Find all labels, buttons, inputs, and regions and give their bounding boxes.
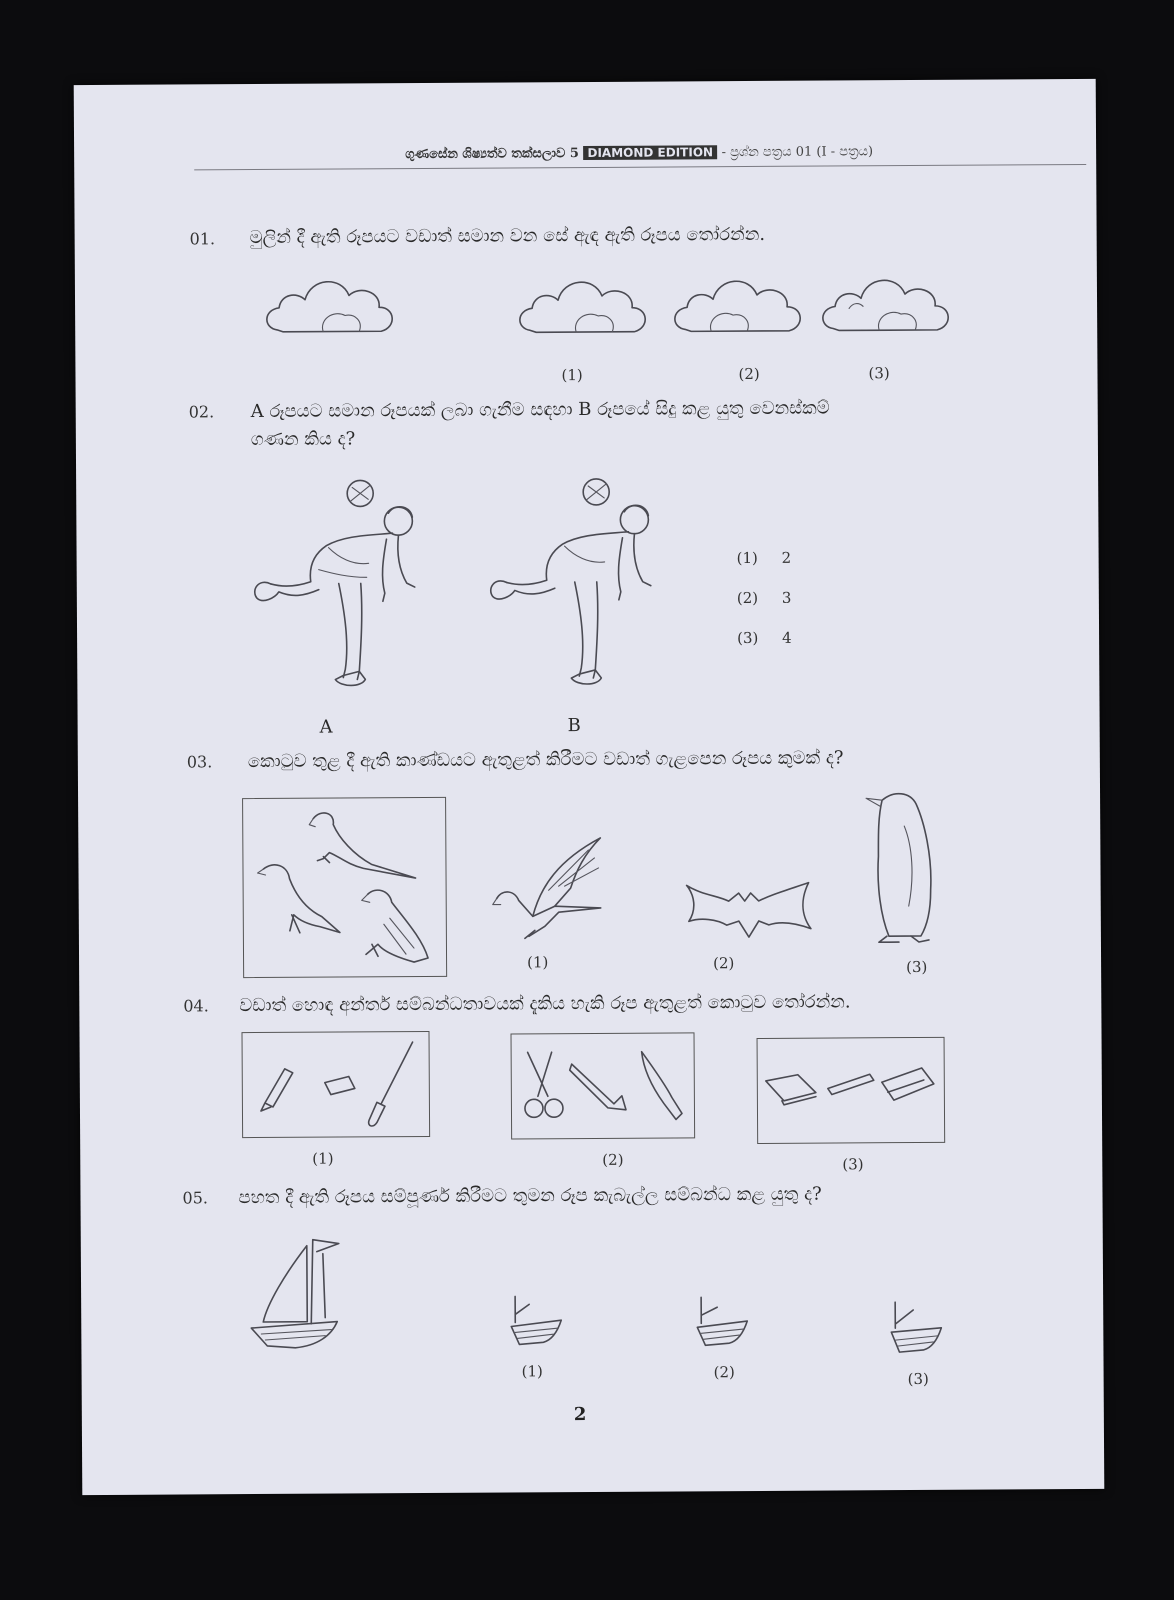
figure-b-label: B <box>567 715 581 737</box>
q1-option-2-label[interactable]: (2) <box>738 364 760 384</box>
q2-answer-3-label[interactable]: (3) <box>737 628 759 648</box>
q4-option-3-box[interactable] <box>757 1037 946 1144</box>
q2-answer-1-label[interactable]: (1) <box>736 548 758 568</box>
question-3-text: කොටුව තුළ දී ඇති කාණ්ඩයට ඇතුළත් කිරීමට වඩාත් ගැළපෙන රූපය කුමක් ද? <box>247 747 844 773</box>
question-1-text: මුලින් දී ඇති රූපයට වඩාත් සමාන වන සේ ඇඳ ඇති රූපය තෝරන්න. <box>249 223 766 249</box>
q2-answer-1-value: 2 <box>781 548 792 567</box>
paper-label: - ප්‍රශ්න පත්‍රය 01 (I - පත්‍රය) <box>721 144 874 161</box>
sailboat-incomplete-image <box>247 1233 348 1354</box>
pen-eraser-brush-image <box>242 1032 429 1137</box>
q3-option-2-label[interactable]: (2) <box>713 954 735 973</box>
page-header <box>194 143 1084 163</box>
q5-option-3-label[interactable]: (3) <box>907 1369 929 1389</box>
question-2-text-line-2: ගණන කිය ද? <box>250 428 356 451</box>
eagle-option-1-image <box>488 826 609 947</box>
header-divider <box>194 164 1086 170</box>
question-2-number: 02. <box>188 402 215 422</box>
edition-badge: DIAMOND EDITION <box>583 145 717 160</box>
cloud-option-3-image <box>819 268 959 349</box>
figure-a-label: A <box>319 716 333 738</box>
q5-option-2-label[interactable]: (2) <box>713 1363 735 1382</box>
q3-option-3-label[interactable]: (3) <box>906 957 928 977</box>
question-4-text: වඩාත් හොඳ අන්තර් සම්බන්ධතාවයක් දැකිය හැකි රූප ඇතුළත් කොටුව තෝරන්න. <box>239 991 851 1017</box>
boy-kicking-figure-a <box>248 473 439 714</box>
question-5-text: පහත දී ඇති රූපය සම්පූර්ණ කිරීමට තුමන රූප කැබැල්ල සම්බන්ධ කළ යුතු ද? <box>238 1183 822 1209</box>
exam-paper-sheet <box>74 79 1105 1495</box>
question-2-text-line-1: A රූපයට සමාන රූපයක් ලබා ගැනීම සඳහා B රූපයේ සිදු කළ යුතු වෙනස්කම් <box>250 397 830 423</box>
q4-option-1-box[interactable] <box>241 1031 430 1138</box>
q1-option-1-label[interactable]: (1) <box>561 366 583 385</box>
series-title: ගුණසේන ශිෂ්‍යත්ව තක්සලාව 5 <box>405 146 580 163</box>
cloud-option-1-image <box>516 270 656 351</box>
boat-piece-option-3-image <box>887 1298 947 1358</box>
q2-answer-2-label[interactable]: (2) <box>736 588 759 608</box>
boy-kicking-figure-b <box>484 471 675 712</box>
q2-answer-2-value: 3 <box>781 588 792 607</box>
question-4-number: 04. <box>183 996 209 1016</box>
q3-option-1-label[interactable]: (1) <box>527 953 549 972</box>
page-number: 2 <box>573 1404 587 1426</box>
q4-option-1-label[interactable]: (1) <box>312 1149 334 1168</box>
reference-cloud-image <box>263 269 403 350</box>
question-3-number: 03. <box>186 752 213 772</box>
q5-option-1-label[interactable]: (1) <box>521 1362 543 1381</box>
bird-group-image <box>243 798 446 977</box>
question-5-number: 05. <box>182 1188 209 1208</box>
bird-group-box <box>242 797 447 978</box>
scissors-saw-knife-image <box>512 1033 695 1138</box>
question-1-number: 01. <box>189 229 216 249</box>
book-ruler-pencilbox-image <box>758 1038 945 1143</box>
boat-piece-option-2-image <box>693 1293 753 1353</box>
q4-option-2-label[interactable]: (2) <box>602 1150 624 1169</box>
q4-option-3-label[interactable]: (3) <box>842 1155 864 1174</box>
penguin-option-3-image <box>864 786 945 946</box>
bat-option-2-image <box>683 871 813 942</box>
cloud-option-2-image <box>671 269 811 350</box>
q1-option-3-label[interactable]: (3) <box>868 364 890 383</box>
q2-answer-3-value: 4 <box>782 628 792 647</box>
boat-piece-option-1-image <box>507 1292 567 1352</box>
q4-option-2-box[interactable] <box>511 1032 696 1139</box>
